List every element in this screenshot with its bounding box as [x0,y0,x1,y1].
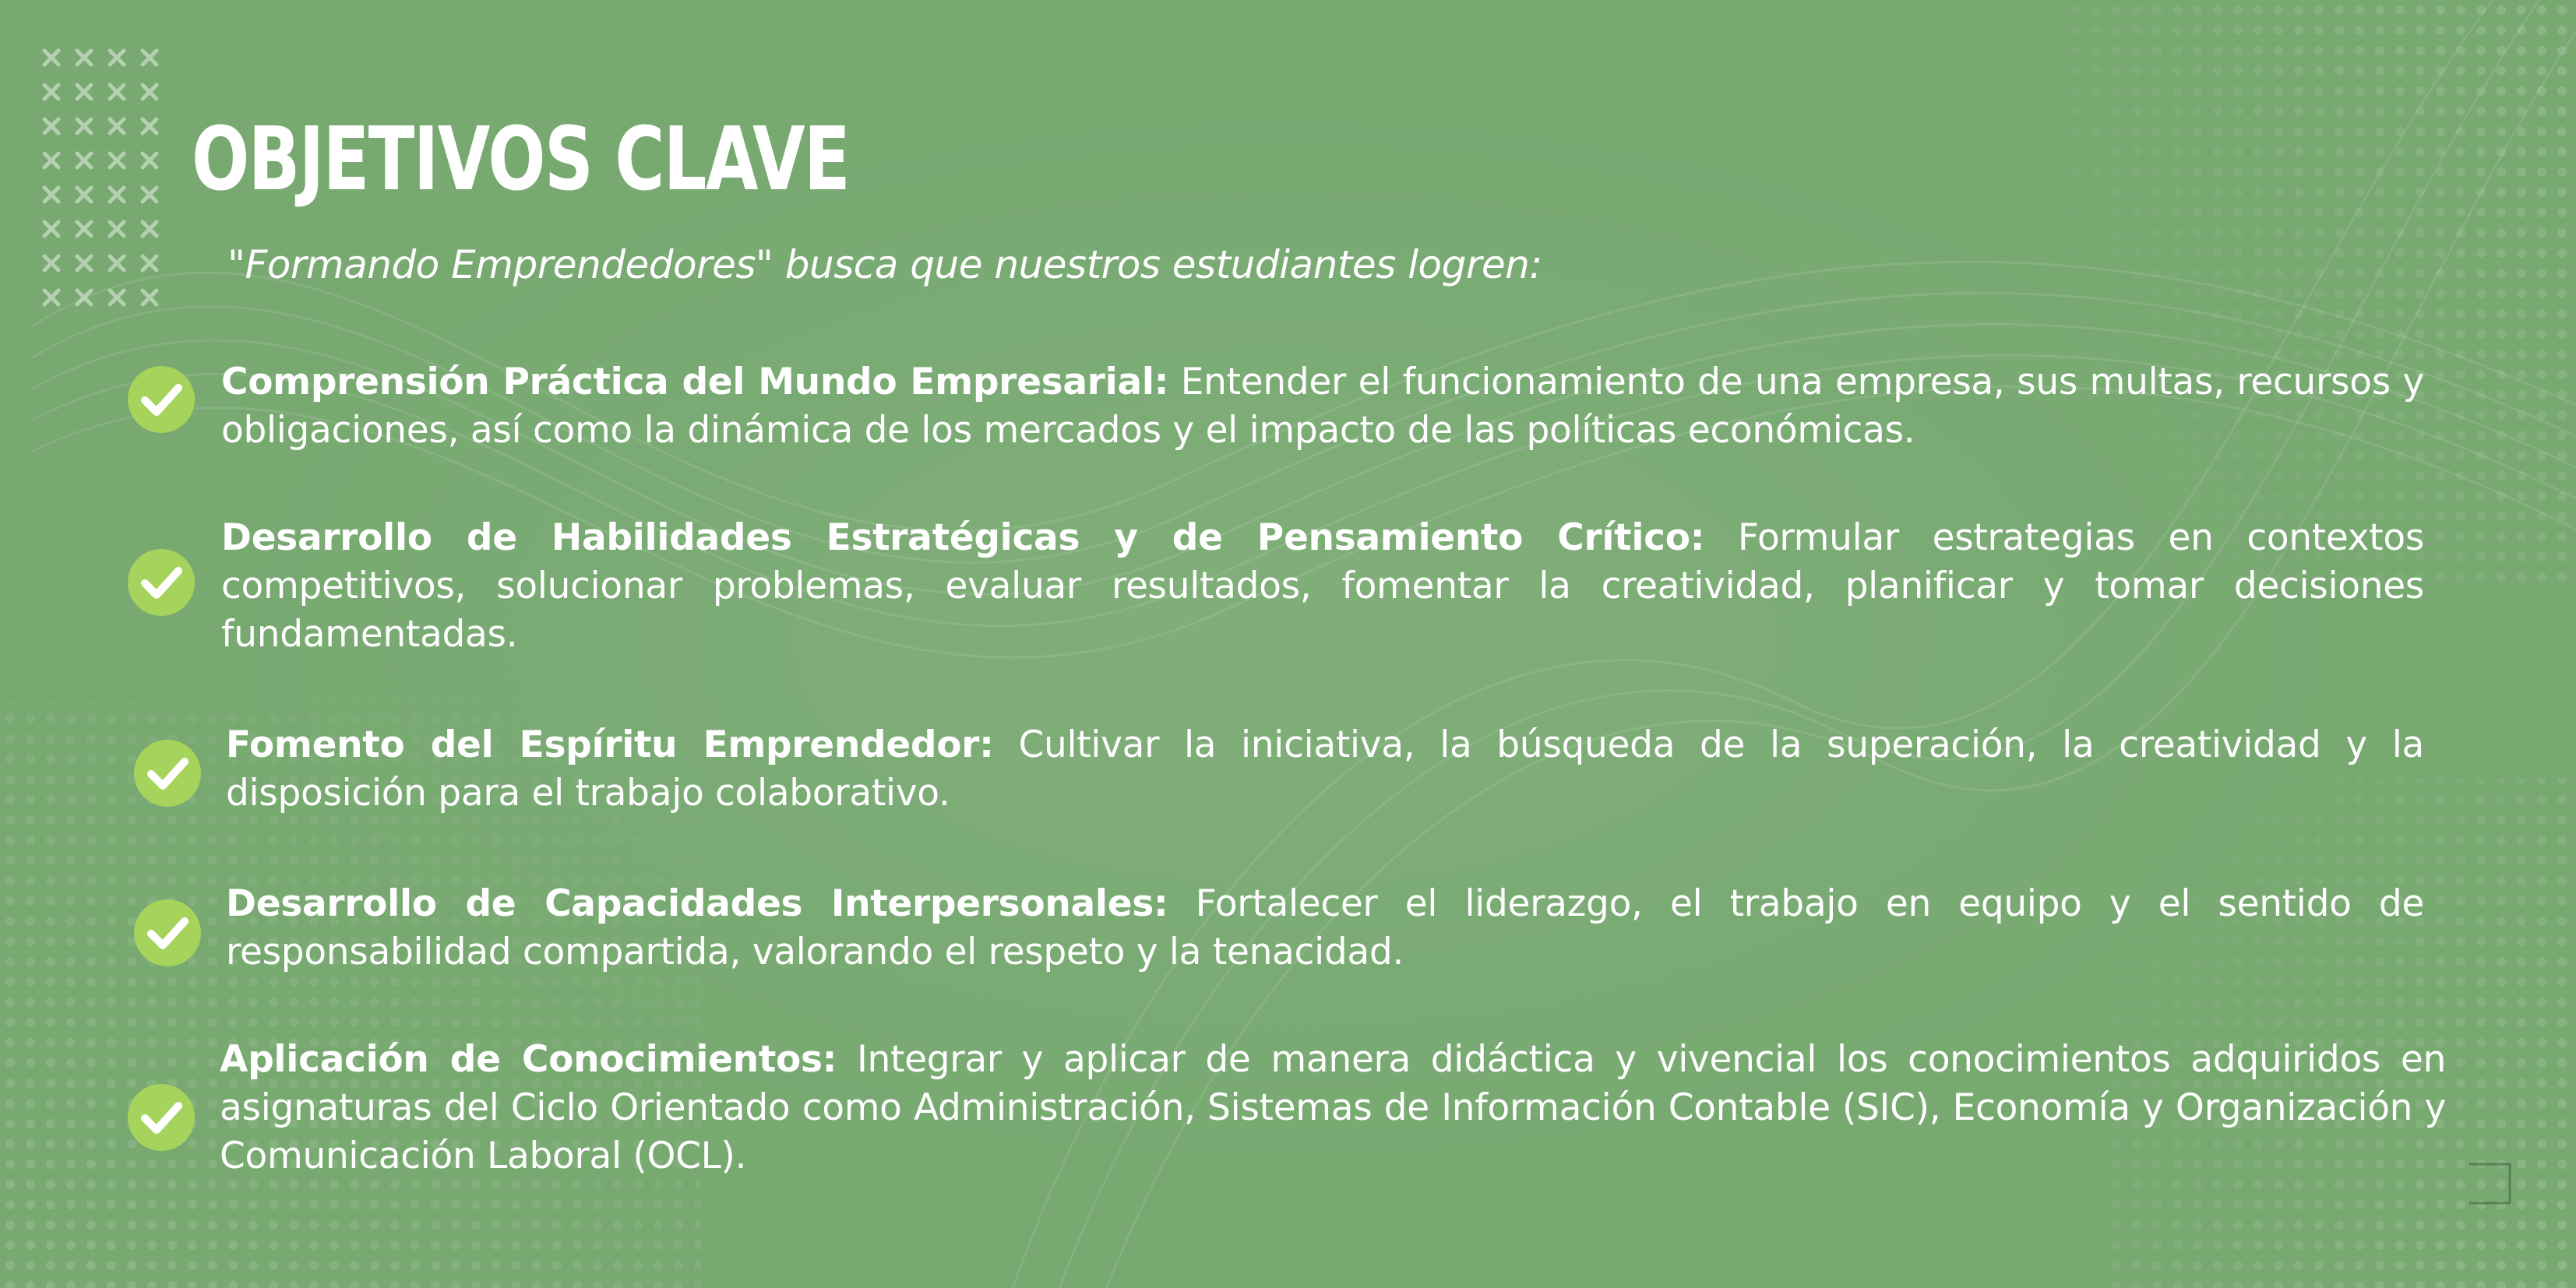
page-title: OBJETIVOS CLAVE [192,109,850,210]
objective-heading: Fomento del Espíritu Emprendedor: [226,723,994,766]
x-mark [44,51,58,65]
x-mark [44,256,58,270]
objective-heading: Desarrollo de Habilidades Estratégicas y de Pensamiento Crítico: [221,516,1705,559]
objective-text [226,880,2424,977]
x-mark [143,290,157,304]
objective-text [221,514,2424,659]
objective-heading: Comprensión Práctica del Mundo Empresarial: [221,361,1169,403]
x-mark [77,256,91,270]
x-mark [44,290,58,304]
x-mark [44,188,58,202]
x-mark [143,51,157,65]
objective-body: Formular estrategias en contextos competitivos, solucionar problemas, evaluar resultados, fomentar la creatividad, planificar y tomar decisiones fundamentadas. [221,516,2425,656]
x-mark [77,290,91,304]
objective-text [220,1036,2446,1181]
x-mark [110,153,124,167]
x-mark [110,222,124,236]
intro-text: "Formando Emprendedores" busca que nuestros estudiantes logren: [227,242,1542,287]
x-mark [143,222,157,236]
checkmark-circle-icon [128,366,195,433]
x-mark [110,51,124,65]
x-mark [77,85,91,99]
x-mark [77,188,91,202]
checkmark-circle-icon [128,549,195,616]
x-mark [77,153,91,167]
x-mark [77,222,91,236]
x-mark [44,153,58,167]
x-mark [77,119,91,133]
checkmark-circle-icon [134,899,201,966]
x-mark [143,153,157,167]
x-mark [110,290,124,304]
x-mark [110,256,124,270]
x-mark [110,188,124,202]
x-mark [77,51,91,65]
objective-text [221,358,2424,455]
objective-heading: Aplicación de Conocimientos: [220,1038,837,1081]
x-mark [143,188,157,202]
checkmark-circle-icon [128,1084,195,1151]
x-mark [44,222,58,236]
checkmark-circle-icon [134,740,201,807]
x-mark [110,85,124,99]
objective-body: Cultivar la iniciativa, la búsqueda de la superación, la creatividad y la disposición para el trabajo colaborativo. [226,723,2425,815]
x-mark [44,85,58,99]
objective-text [226,721,2424,818]
x-mark [110,119,124,133]
objective-body: Integrar y aplicar de manera didáctica y vivencial los conocimientos adquiridos en asignaturas del Ciclo Orientado como Administración, Sistemas de Información Contable (SIC), Economía y Organización y Comunicación Laboral (OCL). [220,1038,2446,1177]
objective-body: Entender el funcionamiento de una empresa, sus multas, recursos y obligaciones, así como la dinámica de los mercados y el impacto de las políticas económicas. [221,361,2424,452]
x-pattern-decoration [34,40,167,313]
x-mark [44,119,58,133]
x-mark [143,85,157,99]
objective-heading: Desarrollo de Capacidades Interpersonales: [226,882,1168,925]
objective-body: Fortalecer el liderazgo, el trabajo en equipo y el sentido de responsabilidad compartida, valorando el respeto y la tenacidad. [226,882,2424,973]
x-mark [143,119,157,133]
x-mark [143,256,157,270]
